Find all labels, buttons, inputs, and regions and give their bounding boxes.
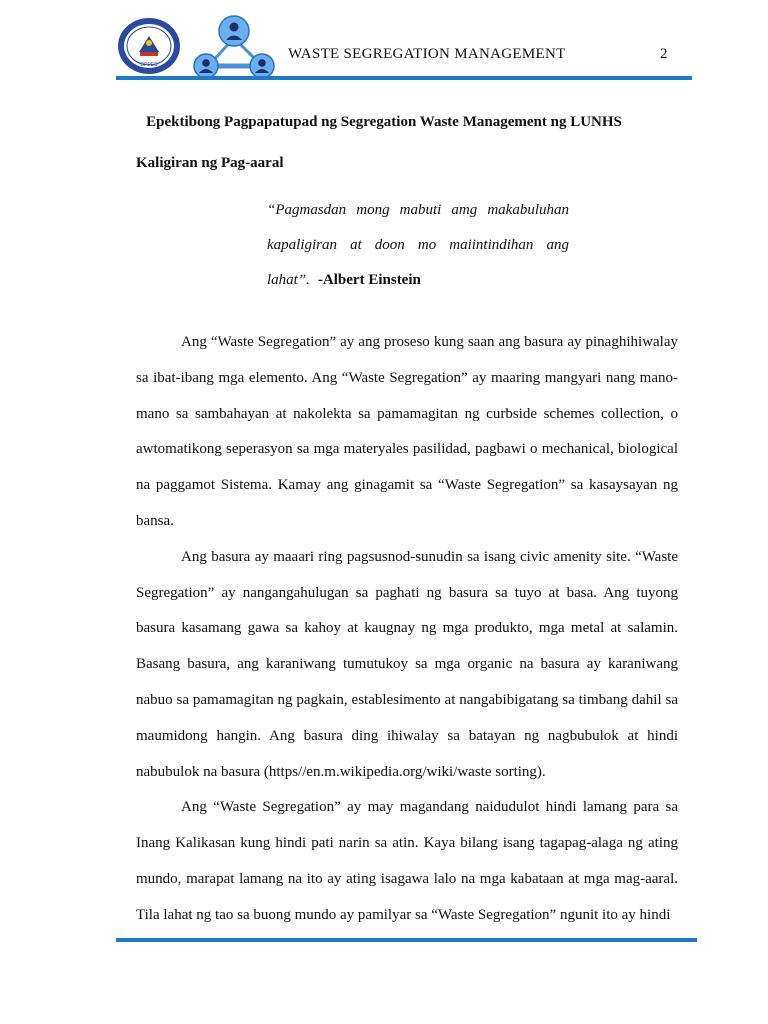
school-seal-logo <box>116 16 182 76</box>
paragraph-1: Ang “Waste Segregation” ay ang proseso kung saan ang basura ay pinaghihiwalay sa ibat-ibang mga elemento. Ang “Waste Segregation” ay maaring mangyari nang mano-mano sa sambahayan at nakolekta sa pamamagitan ng curbside schemes collection, o awtomatikong seperasyon sa mga materyales pasilidad, pagbawi o mechanical, biological na paggamot Sistema. Kamay ang ginagamit sa “Waste Segregation” sa kasaysayan ng bansa. <box>136 334 678 529</box>
quote-author: -Albert Einstein <box>317 272 421 288</box>
body-text <box>136 325 678 934</box>
quote-line-3: lahat”. <box>267 272 310 288</box>
page-number: 2 <box>660 46 668 62</box>
paragraph-2: Ang basura ay maaari ring pagsusnod-sunudin sa isang civic amenity site. “Waste Segregation” ay nangangahulugan sa paghati ng basura sa tuyo at basa. Ang tuyong basura kasamang gawa sa kahoy at kaugnay ng mga produkto, mga metal at salamin. Basang basura, ang karaniwang tumutukoy sa mga organic na basura ay karaniwang nabuo sa pamamagitan ng pagkain, establesimento at nangabibigatang sa timbang dahil sa maumidong hangin. Ang basura ding ihiwalay sa batayan ng nagbubulok at hindi nabubulok na basura (https//en.m.wikipedia.org/wiki/waste sorting). <box>136 548 678 780</box>
footer-divider <box>116 938 697 942</box>
svg-text:DPPES: DPPES <box>140 62 158 68</box>
epigraph-quote <box>267 193 569 298</box>
header-title: WASTE SEGREGATION MANAGEMENT <box>288 46 566 62</box>
quote-line-1: “Pagmasdan mong mabuti amg makabuluhan <box>267 202 569 218</box>
quote-line-2: kapaligiran at doon mo maiintindihan ang <box>267 237 569 253</box>
document-title: Epektibong Pagpapatupad ng Segregation Waste Management ng LUNHS <box>146 114 622 130</box>
section-heading: Kaligiran ng Pag-aaral <box>136 155 284 171</box>
people-network-icon <box>190 14 280 80</box>
header-divider <box>116 76 692 80</box>
paragraph-3: Ang “Waste Segregation” ay may magandang naidudulot hindi lamang para sa Inang Kalikasan kung hindi pati narin sa atin. Kaya bilang isang tagapag-alaga ng ating mundo, marapat lamang na ito ay ating isagawa lalo na mga kabataan at mga mag-aaral. Tila lahat ng tao sa buong mundo ay pamilyar sa “Waste Segregation” ngunit ito ay hindi <box>136 799 678 923</box>
